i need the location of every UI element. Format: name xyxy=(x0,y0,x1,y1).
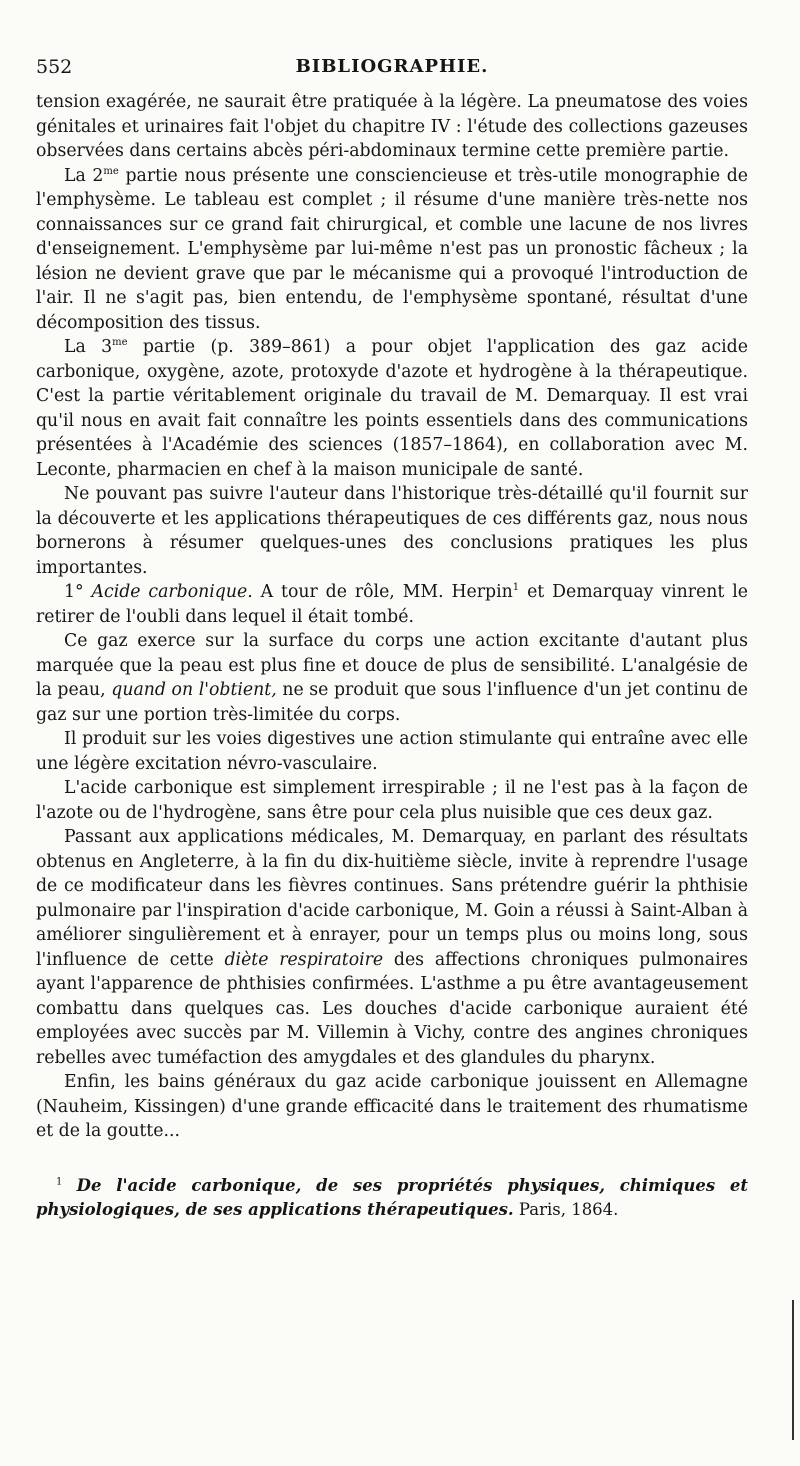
paragraph-10: Enfin, les bains généraux du gaz acide carbonique jouissent en Allemagne (Nauheim, Kissingen) d'une grande efficacité dans le traitement des rhumatisme et de la goutte... xyxy=(36,1072,748,1141)
scan-edge-line xyxy=(792,1300,794,1440)
paragraph-3: La $3^{me}$ partie (p. 389–861) a pour objet l'application des gaz acide carbonique, oxygène, azote, protoxyde d'azote et hydrogène à la thérapeutique. C'est la partie véritablement originale du travail de M. Demarquay. Il est vrai qu'il nous en avait fait connaître les points essentiels dans des communications présentées à l'Académie des sciences (1857–1864), en collaboration avec M. Leconte, pharmacien en chef à la maison municipale de santé. xyxy=(36,337,748,480)
footnote xyxy=(36,1174,748,1222)
paragraph-9: Passant aux applications médicales, M. Demarquay, en parlant des résultats obtenus en Angleterre, à la fin du dix-huitième siècle, invite à reprendre l'usage de ce modificateur dans les fièvres continues. Sans prétendre guérir la phthisie pulmonaire par l'inspiration d'acide carbonique, M. Goin a réussi à Saint-Alban à améliorer singulièrement et à enrayer, pour un temps plus ou moins long, sous l'influence de cette diète respiratoire des affections chroniques pulmonaires ayant l'apparence de phthisies confirmées. L'asthme a pu être avantageusement combattu dans quelques cas. Les douches d'acide carbonique auraient été employées avec succès par M. Villemin à Vichy, contre des angines chroniques rebelles avec tuméfaction des amygdales et des glandules du pharynx. xyxy=(36,827,748,1068)
paragraph-6: Ce gaz exerce sur la surface du corps une action excitante d'autant plus marquée que la peau est plus fine et douce de plus de sensibilité. L'analgésie de la peau, quand on l'obtient, ne se produit que sous l'influence d'un jet continu de gaz sur une portion très-limitée du corps. xyxy=(36,631,749,725)
page-header xyxy=(36,50,748,90)
page-number: 552 xyxy=(36,56,73,78)
footnote-mark: 1 xyxy=(56,1176,63,1187)
footnote-ref: 1 xyxy=(512,582,520,594)
paragraph-1: tension exagérée, ne saurait être pratiquée à la légère. La pneumatose des voies génitales et urinaires fait l'objet du chapitre IV : l'étude des collections gazeuses observées dans certains abcès péri-abdominaux termine cette première partie. xyxy=(36,92,748,161)
document-page xyxy=(36,50,748,1222)
paragraph-7: Il produit sur les voies digestives une action stimulante qui entraîne avec elle une légère excitation névro-vasculaire. xyxy=(36,729,748,774)
running-title: BIBLIOGRAPHIE. xyxy=(295,56,489,77)
footnote-title: De l'acide carbonique, de ses propriétés physiques, chimiques et physiologiques, de ses applications thérapeutiques. xyxy=(36,1175,749,1219)
paragraph-8: L'acide carbonique est simplement irrespirable ; il ne l'est pas à la façon de l'azote ou de l'hydrogène, sans être pour cela plus nuisible que ces deux gaz. xyxy=(36,778,748,823)
paragraph-5: 1° Acide carbonique. A tour de rôle, MM. Herpin$^1$ et Demarquay vinrent le retirer de l'oubli dans lequel il était tombé. xyxy=(36,582,748,627)
footnote-rest: Paris, 1864. xyxy=(513,1199,619,1219)
paragraph-2: La $2^{me}$ partie nous présente une consciencieuse et très-utile monographie de l'emphysème. Le tableau est complet ; il résume d'une manière très-nette nos connaissances sur ce grand fait chirurgical, et comble une lacune de nos livres d'enseignement. L'emphysème par lui-même n'est pas un pronostic fâcheux ; la lésion ne devient grave que par le mécanisme qui a provoqué l'introduction de l'air. Il ne s'agit pas, bien entendu, de l'emphysème spontané, résultat d'une décomposition des tissus. xyxy=(36,165,748,333)
body-text xyxy=(36,90,748,1144)
paragraph-4: Ne pouvant pas suivre l'auteur dans l'historique très-détaillé qu'il fournit sur la découverte et les applications thérapeutiques de ces différents gaz, nous nous bornerons à résumer quelques-unes des conclusions pratiques les plus importantes. xyxy=(36,484,748,578)
